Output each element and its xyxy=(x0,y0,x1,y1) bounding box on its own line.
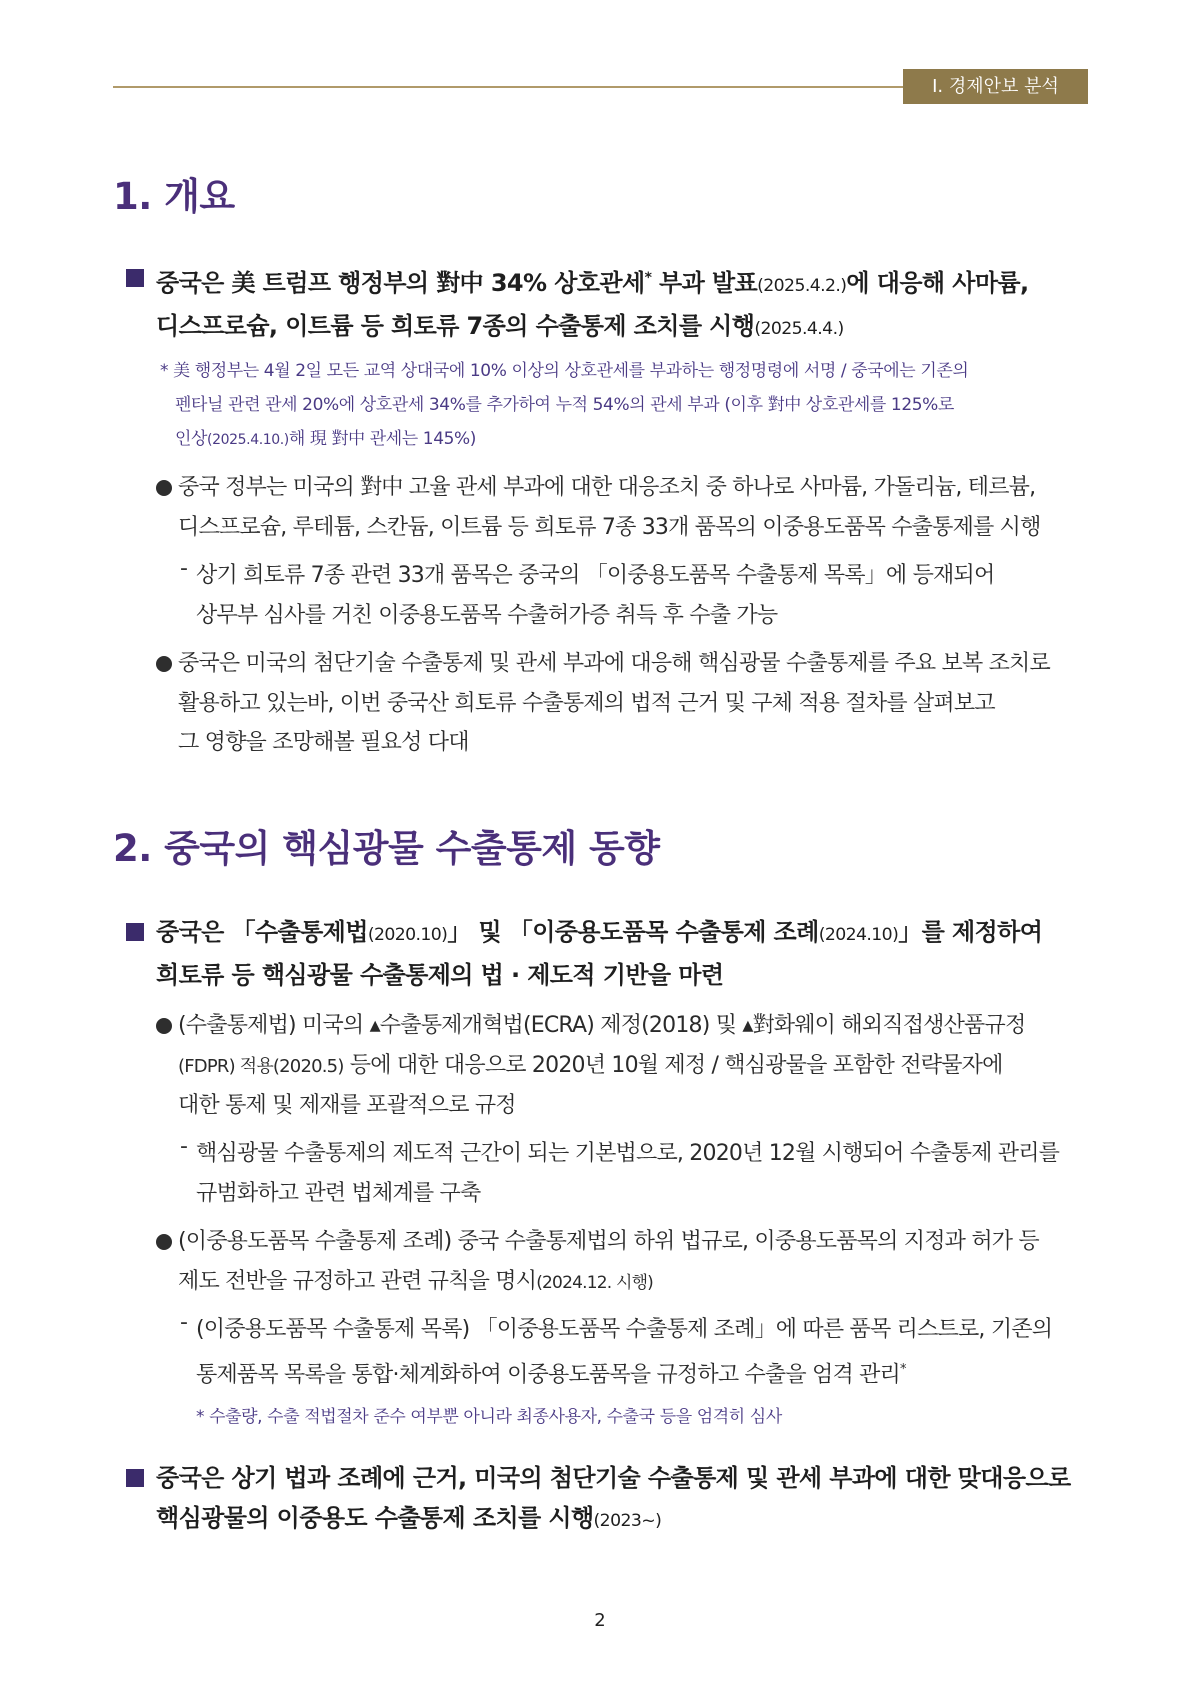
footnote-1: * 美 행정부는 4월 2일 모든 교역 상대국에 10% 이상의 상호관세를 부과하는 행정명령에 서명 / 중국에는 기존의 펜타닐 관련 관세 20%에 상호관세 34%를 추가하여 누적 54%의 관세 부과 (이후 對中 상호관세를 125%로 인상(2025.4.10.)해 現 對中 관세는 145%) xyxy=(160,361,969,449)
dash-marker: - xyxy=(180,1134,188,1159)
section-tab: Ⅰ. 경제안보 분석 xyxy=(903,69,1088,104)
bullet-2-1: (수출통제법) 미국의 ▴수출통제개혁법(ECRA) 제정(2018) 및 ▴對화웨이 해외직접생산품규정 (FDPR) 적용(2020.5) 등에 대한 대응으로 2020년 10월 제정 / 핵심광물을 포함한 전략물자에 대한 통제 및 제재를 포괄적으로 규정 xyxy=(156,1006,1092,1126)
paragraph-2-2: 중국은 상기 법과 조례에 근거, 미국의 첨단기술 수출통제 및 관세 부과에 대한 맞대응으로 핵심광물의 이중용도 수출통제 조치를 시행(2023~) xyxy=(126,1458,1092,1541)
header-rule xyxy=(113,86,903,88)
paragraph-1-1: 중국은 美 트럼프 행정부의 對中 34% 상호관세* 부과 발표(2025.4.2.)에 대응해 사마륨, 디스프로슘, 이트륨 등 희토류 7종의 수출통제 조치를 시행(2025.4.4.) xyxy=(126,258,1092,349)
bullet-2-2: (이중용도품목 수출통제 조례) 중국 수출통제법의 하위 법규로, 이중용도품목의 지정과 허가 등 제도 전반을 규정하고 관련 규칙을 명시(2024.12. 시행) xyxy=(156,1222,1092,1303)
dash-marker: - xyxy=(180,1310,188,1335)
square-bullet-icon xyxy=(126,923,144,941)
dash-item-1-1: - 상기 희토류 7종 관련 33개 품목은 중국의 「이중용도품목 수출통제 목록」에 등재되어 상무부 심사를 거친 이중용도품목 수출허가증 취득 후 수출 가능 xyxy=(180,556,995,628)
round-bullet-icon xyxy=(156,1234,172,1250)
round-bullet-icon xyxy=(156,656,172,672)
dash-marker: - xyxy=(180,556,188,581)
dash-item-2-2: - (이중용도품목 수출통제 목록) 「이중용도품목 수출통제 조례」에 따른 품목 리스트로, 기존의 통제품목 목록을 통합·체계화하여 이중용도품목을 규정하고 수출을 엄격 관리* xyxy=(180,1310,1053,1387)
square-bullet-icon xyxy=(126,1469,144,1487)
section-title-overview: 1. 개요 xyxy=(113,175,235,218)
bullet-1-2: 중국은 미국의 첨단기술 수출통제 및 관세 부과에 대응해 핵심광물 수출통제를 주요 보복 조치로 활용하고 있는바, 이번 중국산 희토류 수출통제의 법적 근거 및 구체 적용 절차를 살펴보고 그 영향을 조망해볼 필요성 다대 xyxy=(156,644,1092,763)
square-bullet-icon xyxy=(126,269,144,287)
section-title-export-control-trends: 2. 중국의 핵심광물 수출통제 동향 xyxy=(113,827,660,870)
round-bullet-icon xyxy=(156,480,172,496)
paragraph-2-1: 중국은 「수출통제법(2020.10)」 및 「이중용도품목 수출통제 조례(2024.10)」를 제정하여 희토류 등 핵심광물 수출통제의 법 · 제도적 기반을 마련 xyxy=(126,912,1092,995)
round-bullet-icon xyxy=(156,1018,172,1034)
bullet-1-1: 중국 정부는 미국의 對中 고율 관세 부과에 대한 대응조치 중 하나로 사마륨, 가돌리늄, 테르븀, 디스프로슘, 루테튬, 스칸듐, 이트륨 등 희토류 7종 33개 품목의 이중용도품목 수출통제를 시행 xyxy=(156,468,1092,547)
page-number: 2 xyxy=(594,1610,606,1631)
footnote-2: * 수출량, 수출 적법절차 준수 여부뿐 아니라 최종사용자, 수출국 등을 엄격히 심사 xyxy=(196,1407,782,1427)
dash-item-2-1: - 핵심광물 수출통제의 제도적 근간이 되는 기본법으로, 2020년 12월 시행되어 수출통제 관리를 규범화하고 관련 법체계를 구축 xyxy=(180,1134,1060,1206)
